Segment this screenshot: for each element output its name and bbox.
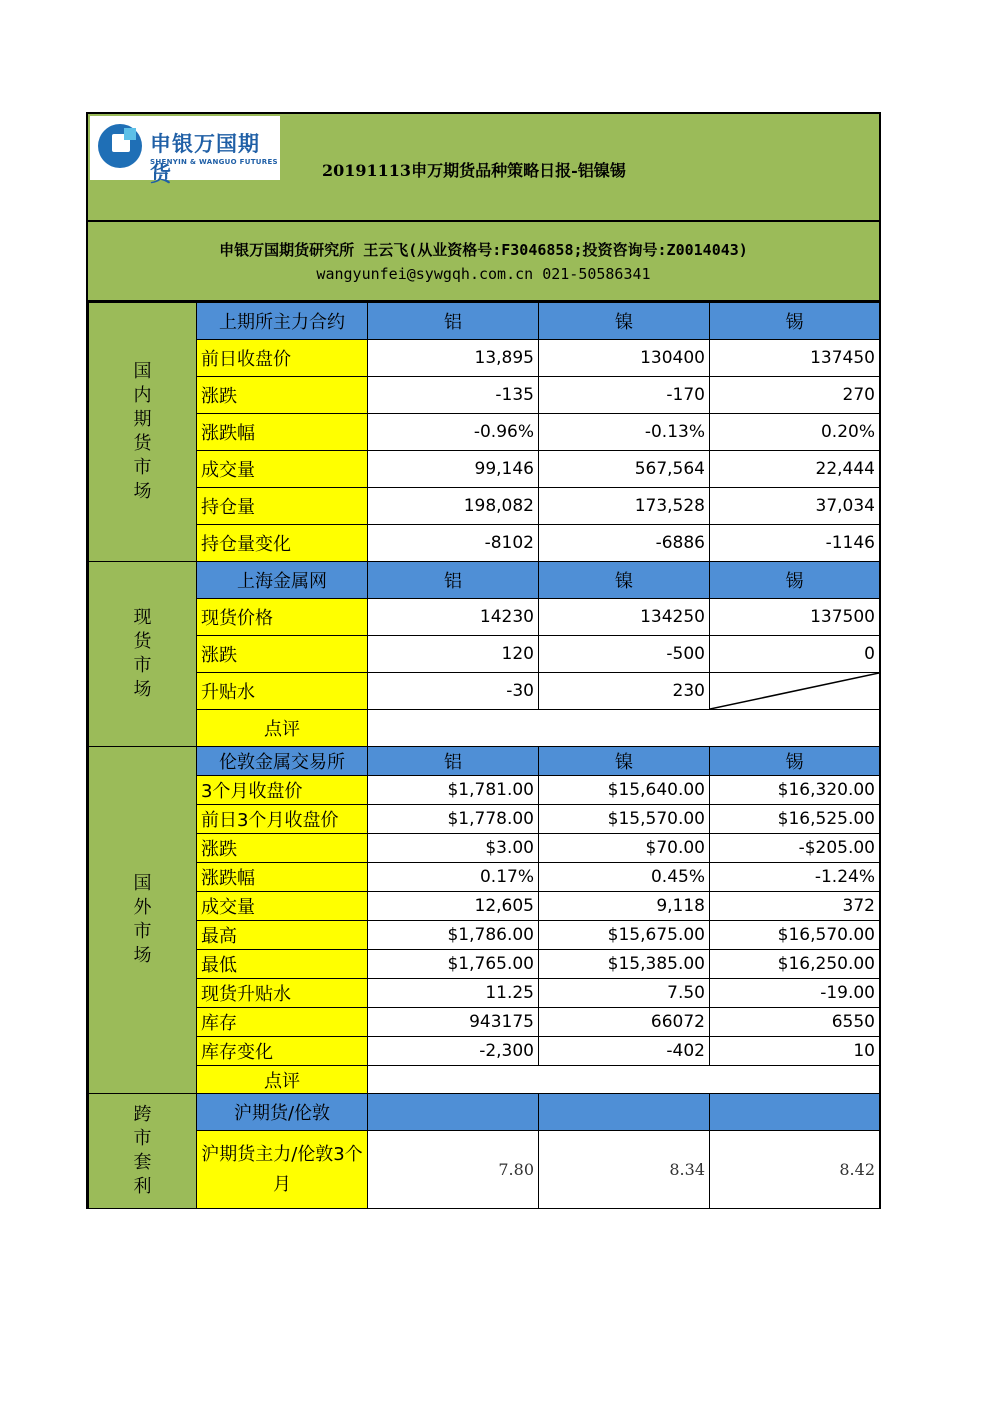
comment-label: 点评 [197, 1066, 368, 1094]
value-cell: 10 [710, 1037, 880, 1066]
value-cell: 22,444 [710, 451, 880, 488]
value-cell: -0.13% [539, 414, 710, 451]
table-row [89, 451, 880, 488]
value-cell: $70.00 [539, 834, 710, 863]
column-header-metal: 锡 [710, 562, 880, 599]
row-label: 3个月收盘价 [197, 776, 368, 805]
value-cell: 8.34 [539, 1131, 710, 1209]
row-label: 涨跌 [197, 636, 368, 673]
table-row [89, 863, 880, 892]
value-cell: -1.24% [710, 863, 880, 892]
value-cell: -8102 [368, 525, 539, 562]
section-label-spot: 现 货 市 场 [89, 562, 197, 747]
value-cell: 37,034 [710, 488, 880, 525]
value-cell: $1,778.00 [368, 805, 539, 834]
row-label: 沪期货主力/伦敦3个月 [197, 1131, 368, 1209]
comment-cell [368, 710, 880, 747]
table-row [89, 1008, 880, 1037]
value-cell: -6886 [539, 525, 710, 562]
table-row [89, 488, 880, 525]
table-row [89, 636, 880, 673]
value-cell: 943175 [368, 1008, 539, 1037]
section-label-domestic: 国 内 期 货 市 场 [89, 303, 197, 562]
value-cell: $15,570.00 [539, 805, 710, 834]
author-contact: wangyunfei@sywgqh.com.cn 021-50586341 [316, 265, 651, 283]
value-cell: 198,082 [368, 488, 539, 525]
comment-cell [368, 1066, 880, 1094]
column-header-source: 上期所主力合约 [197, 303, 368, 340]
comment-row [89, 710, 880, 747]
value-cell: 99,146 [368, 451, 539, 488]
row-label: 成交量 [197, 451, 368, 488]
value-cell: 134250 [539, 599, 710, 636]
value-cell: -0.96% [368, 414, 539, 451]
value-cell: -135 [368, 377, 539, 414]
value-cell: 120 [368, 636, 539, 673]
row-label: 涨跌幅 [197, 863, 368, 892]
value-cell: -19.00 [710, 979, 880, 1008]
row-label: 涨跌 [197, 377, 368, 414]
table-row [89, 414, 880, 451]
value-cell: -$205.00 [710, 834, 880, 863]
row-label: 成交量 [197, 892, 368, 921]
table-row [89, 979, 880, 1008]
section-label-foreign: 国 外 市 场 [89, 747, 197, 1094]
row-label: 涨跌幅 [197, 414, 368, 451]
value-cell: -1146 [710, 525, 880, 562]
table-row [89, 377, 880, 414]
value-cell: -500 [539, 636, 710, 673]
table-row [89, 673, 880, 710]
row-label: 前日收盘价 [197, 340, 368, 377]
value-cell: 66072 [539, 1008, 710, 1037]
row-label: 最低 [197, 950, 368, 979]
data-table [88, 302, 880, 1209]
value-cell: 6550 [710, 1008, 880, 1037]
row-label: 涨跌 [197, 834, 368, 863]
value-cell: $16,250.00 [710, 950, 880, 979]
value-cell: 230 [539, 673, 710, 710]
header-row [89, 747, 880, 776]
value-cell: 137450 [710, 340, 880, 377]
value-cell: $16,525.00 [710, 805, 880, 834]
row-label: 最高 [197, 921, 368, 950]
column-header-metal: 铝 [368, 562, 539, 599]
value-cell: 13,895 [368, 340, 539, 377]
value-cell: 0 [710, 636, 880, 673]
table-row [89, 776, 880, 805]
comment-label: 点评 [197, 710, 368, 747]
row-label: 前日3个月收盘价 [197, 805, 368, 834]
value-cell: $1,786.00 [368, 921, 539, 950]
value-cell: $16,570.00 [710, 921, 880, 950]
value-cell: $3.00 [368, 834, 539, 863]
value-cell: 14230 [368, 599, 539, 636]
value-cell: -402 [539, 1037, 710, 1066]
value-cell: $1,781.00 [368, 776, 539, 805]
value-cell: -2,300 [368, 1037, 539, 1066]
report-sheet [86, 112, 881, 1209]
row-label: 持仓量 [197, 488, 368, 525]
value-cell: 7.80 [368, 1131, 539, 1209]
row-label: 库存变化 [197, 1037, 368, 1066]
logo-icon [98, 124, 142, 168]
row-label: 库存 [197, 1008, 368, 1037]
table-row [89, 1131, 880, 1209]
column-header-blank [539, 1094, 710, 1131]
column-header-source: 伦敦金属交易所 [197, 747, 368, 776]
diagonal-line [710, 673, 879, 709]
value-cell: 0.20% [710, 414, 880, 451]
table-row [89, 892, 880, 921]
value-cell: 7.50 [539, 979, 710, 1008]
row-label: 持仓量变化 [197, 525, 368, 562]
report-header [88, 114, 879, 222]
logo-chinese-name: 申银万国期货 [150, 132, 260, 186]
value-cell: $15,385.00 [539, 950, 710, 979]
logo-english-name: SHENYIN & WANGUO FUTURES [150, 158, 278, 166]
value-cell: -170 [539, 377, 710, 414]
value-cell: 9,118 [539, 892, 710, 921]
empty-diagonal-cell [710, 673, 880, 710]
column-header-metal: 镍 [539, 747, 710, 776]
company-logo [90, 116, 280, 186]
column-header-metal: 铝 [368, 303, 539, 340]
column-header-metal: 锡 [710, 303, 880, 340]
column-header-metal: 铝 [368, 747, 539, 776]
section-label-arbitrage: 跨 市 套 利 [89, 1094, 197, 1209]
value-cell: 372 [710, 892, 880, 921]
value-cell: 567,564 [539, 451, 710, 488]
table-row [89, 525, 880, 562]
table-row [89, 340, 880, 377]
value-cell: $16,320.00 [710, 776, 880, 805]
table-row [89, 950, 880, 979]
header-row [89, 1094, 880, 1131]
table-row [89, 921, 880, 950]
column-header-metal: 锡 [710, 747, 880, 776]
value-cell: 12,605 [368, 892, 539, 921]
header-row [89, 562, 880, 599]
header-row [89, 303, 880, 340]
column-header-metal: 镍 [539, 562, 710, 599]
row-label: 升贴水 [197, 673, 368, 710]
column-header-source: 沪期货/伦敦 [197, 1094, 368, 1131]
table-row [89, 834, 880, 863]
row-label: 现货升贴水 [197, 979, 368, 1008]
row-label: 现货价格 [197, 599, 368, 636]
table-row [89, 599, 880, 636]
column-header-blank [710, 1094, 880, 1131]
column-header-metal: 镍 [539, 303, 710, 340]
author-line: 申银万国期货研究所 王云飞(从业资格号:F3046858;投资咨询号:Z0014043) [219, 241, 748, 259]
value-cell: $1,765.00 [368, 950, 539, 979]
value-cell: 173,528 [539, 488, 710, 525]
value-cell: 8.42 [710, 1131, 880, 1209]
author-block [88, 222, 879, 302]
report-title: 20191113申万期货品种策略日报-铝镍锡 [322, 161, 626, 180]
table-row [89, 1037, 880, 1066]
value-cell: 130400 [539, 340, 710, 377]
value-cell: 11.25 [368, 979, 539, 1008]
value-cell: $15,675.00 [539, 921, 710, 950]
value-cell: 137500 [710, 599, 880, 636]
value-cell: 270 [710, 377, 880, 414]
value-cell: $15,640.00 [539, 776, 710, 805]
value-cell: -30 [368, 673, 539, 710]
column-header-blank [368, 1094, 539, 1131]
value-cell: 0.17% [368, 863, 539, 892]
value-cell: 0.45% [539, 863, 710, 892]
table-row [89, 805, 880, 834]
comment-row [89, 1066, 880, 1094]
column-header-source: 上海金属网 [197, 562, 368, 599]
